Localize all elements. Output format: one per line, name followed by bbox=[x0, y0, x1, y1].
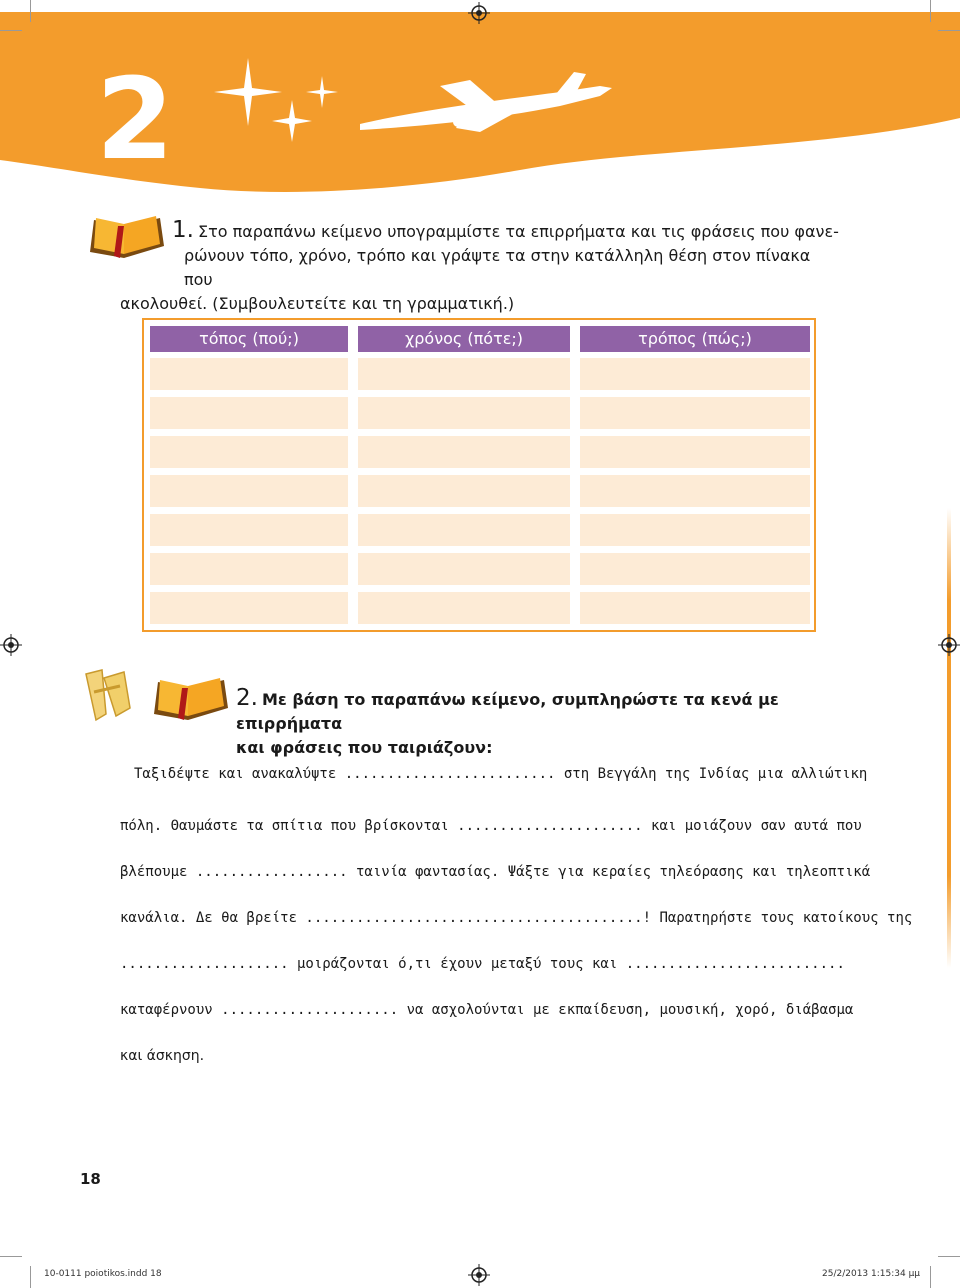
table-cell[interactable] bbox=[150, 436, 348, 468]
passage-line: πόλη. Θαυμάστε τα σπίτια που βρίσκονται ...................... και μοιάζουν σαν αυτά που bbox=[120, 818, 862, 834]
crop-mark bbox=[938, 30, 960, 31]
side-accent-bar bbox=[947, 508, 951, 968]
chapter-number: 2 bbox=[96, 55, 170, 185]
table-cell[interactable] bbox=[150, 514, 348, 546]
table-cell[interactable] bbox=[580, 475, 810, 507]
table-cell[interactable] bbox=[580, 514, 810, 546]
passage-line: καταφέρνουν ..................... να ασχολούνται με εκπαίδευση, μουσική, χορό, διάβασμα bbox=[120, 1002, 854, 1018]
crop-mark bbox=[30, 0, 31, 22]
table-cell[interactable] bbox=[150, 475, 348, 507]
passage-line: και άσκηση. bbox=[120, 1048, 205, 1064]
crop-mark bbox=[0, 1256, 22, 1257]
registration-mark-icon bbox=[938, 634, 960, 656]
table-cell[interactable] bbox=[150, 358, 348, 390]
passage-line: .................... μοιράζονται ό,τι έχουν μεταξύ τους και .......................... bbox=[120, 956, 845, 972]
exercise-1-line-3: ακολουθεί. (Συμβουλευτείτε και τη γραμματική.) bbox=[120, 294, 515, 313]
letters-icon bbox=[80, 664, 136, 724]
table-cell[interactable] bbox=[150, 397, 348, 429]
table-cell[interactable] bbox=[150, 553, 348, 585]
exercise-2-line-2: και φράσεις που ταιριάζουν: bbox=[236, 738, 493, 757]
passage-line: βλέπουμε .................. ταινία φαντασίας. Ψάξτε για κεραίες τηλεόρασης και τηλεοπτικά bbox=[120, 864, 871, 880]
registration-mark-icon bbox=[468, 1264, 490, 1286]
table-header-time: χρόνος (πότε;) bbox=[358, 326, 570, 352]
classification-table bbox=[142, 318, 816, 632]
table-header-place: τόπος (πού;) bbox=[150, 326, 348, 352]
exercise-1-instructions bbox=[120, 218, 840, 316]
table-cell[interactable] bbox=[580, 436, 810, 468]
table-cell[interactable] bbox=[150, 592, 348, 624]
table-cell[interactable] bbox=[580, 592, 810, 624]
crop-mark bbox=[938, 1256, 960, 1257]
table-header-manner: τρόπος (πώς;) bbox=[580, 326, 810, 352]
exercise-1-number: 1. bbox=[172, 217, 194, 243]
table-cell[interactable] bbox=[358, 475, 570, 507]
table-cell[interactable] bbox=[358, 397, 570, 429]
passage-line: κανάλια. Δε θα βρείτε ........................................! Παρατηρήστε τους κατοίκους της bbox=[120, 910, 913, 926]
table-cell[interactable] bbox=[358, 514, 570, 546]
crop-mark bbox=[0, 30, 22, 31]
table-cell[interactable] bbox=[358, 592, 570, 624]
table-cell[interactable] bbox=[358, 358, 570, 390]
crop-mark bbox=[930, 1266, 931, 1288]
registration-mark-icon bbox=[468, 2, 490, 24]
table-cell[interactable] bbox=[358, 553, 570, 585]
table-cell[interactable] bbox=[358, 436, 570, 468]
table-cell[interactable] bbox=[580, 358, 810, 390]
crop-mark bbox=[930, 0, 931, 22]
exercise-1-line-1: Στο παραπάνω κείμενο υπογραμμίστε τα επιρρήματα και τις φράσεις που φανε- bbox=[197, 222, 839, 241]
footer-timestamp: 25/2/2013 1:15:34 μμ bbox=[822, 1269, 921, 1279]
passage-line: Ταξιδέψτε και ανακαλύψτε ......................... στη Βεγγάλη της Ινδίας μια αλλιώτικη bbox=[134, 766, 868, 782]
page-number: 18 bbox=[80, 1170, 101, 1188]
crop-mark bbox=[30, 1266, 31, 1288]
exercise-2-number: 2. bbox=[236, 685, 258, 711]
exercise-2-line-1: Με βάση το παραπάνω κείμενο, συμπληρώστε τα κενά με επιρρήματα bbox=[236, 690, 779, 733]
footer-file-info: 10-0111 poiotikos.indd 18 bbox=[44, 1269, 162, 1279]
table-cell[interactable] bbox=[580, 553, 810, 585]
registration-mark-icon bbox=[0, 634, 22, 656]
exercise-2-instructions bbox=[236, 686, 836, 760]
book-icon bbox=[148, 674, 232, 722]
exercise-1-line-2: ρώνουν τόπο, χρόνο, τρόπο και γράψτε τα στην κατάλληλη θέση στον πίνακα που bbox=[184, 246, 811, 289]
table-cell[interactable] bbox=[580, 397, 810, 429]
